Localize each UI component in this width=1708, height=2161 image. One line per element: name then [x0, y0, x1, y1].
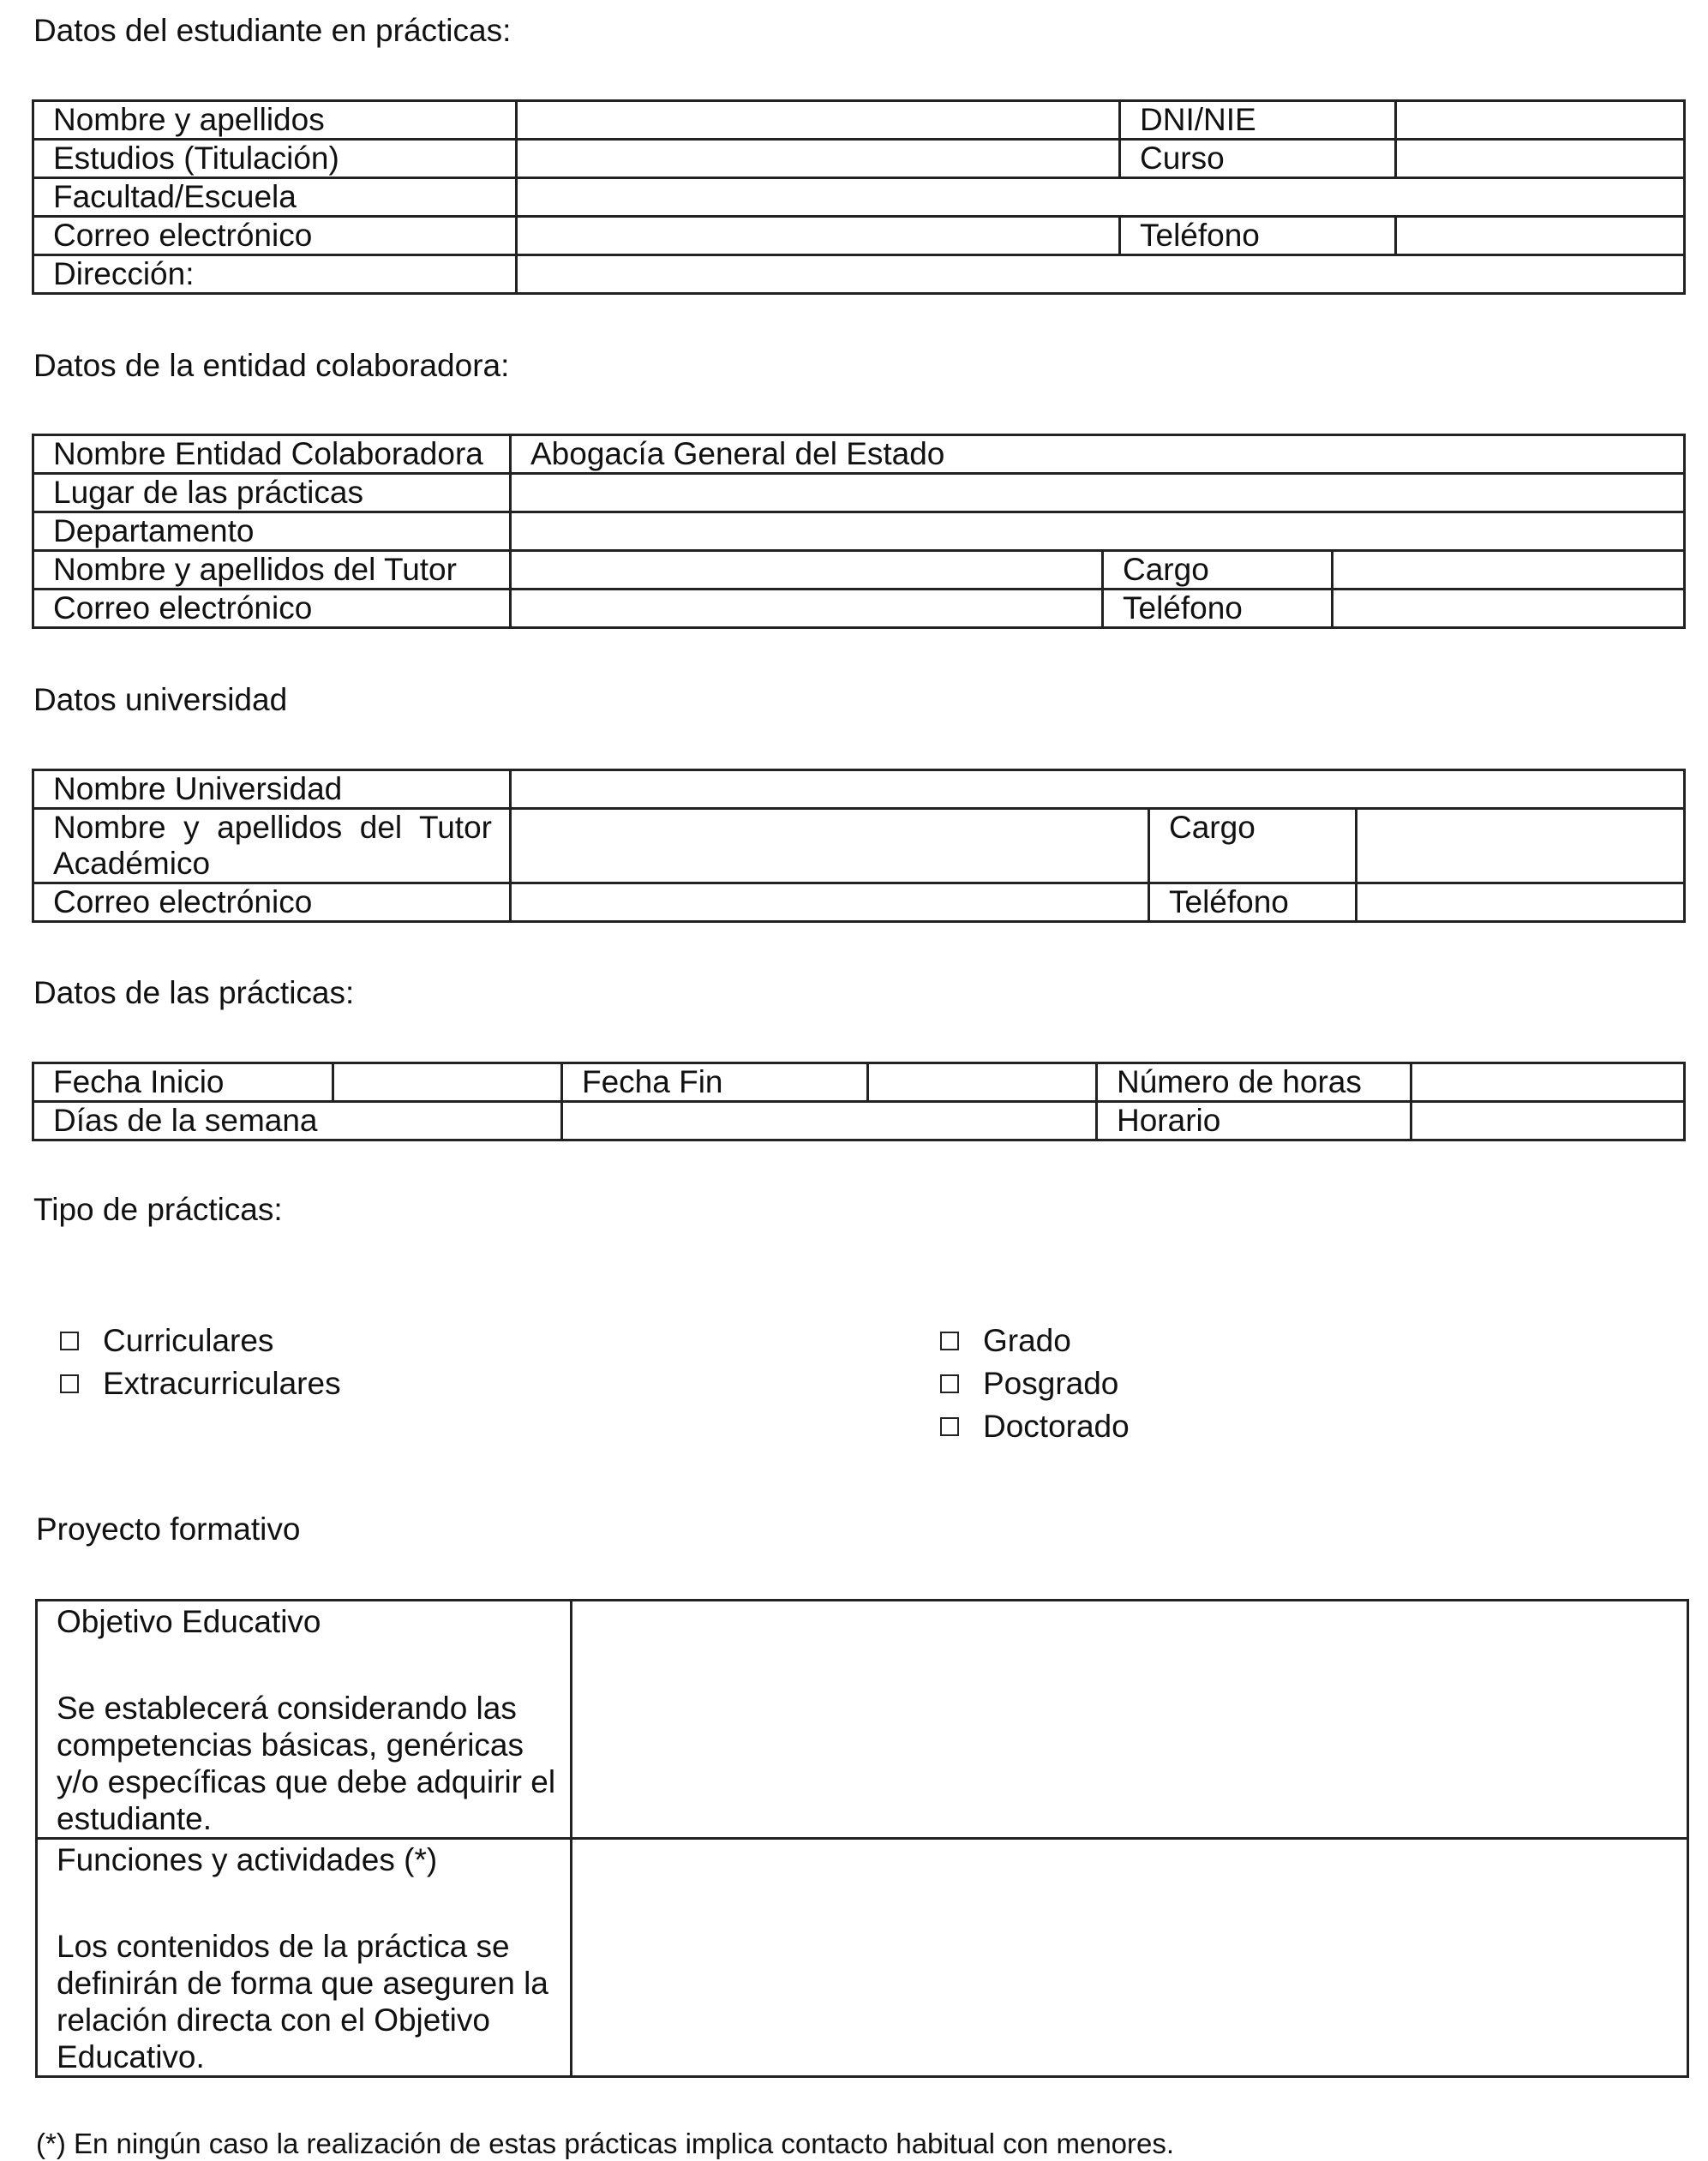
end-date-label: Fecha Fin — [562, 1063, 868, 1102]
student-email-label: Correo electrónico — [33, 217, 517, 255]
student-phone-label: Teléfono — [1120, 217, 1396, 255]
university-phone-label: Teléfono — [1149, 883, 1357, 922]
entity-name-label: Nombre Entidad Colaboradora — [33, 435, 511, 474]
university-phone-field[interactable] — [1357, 883, 1685, 922]
checkbox-doctorado[interactable] — [940, 1405, 1130, 1448]
university-position-field[interactable] — [1357, 809, 1685, 883]
internship-section-heading: Datos de las prácticas: — [33, 975, 355, 1010]
student-email-field[interactable] — [517, 217, 1120, 255]
entity-department-label: Departamento — [33, 512, 511, 551]
objective-cell — [37, 1601, 572, 1839]
schedule-label: Horario — [1097, 1102, 1411, 1140]
entity-email-field[interactable] — [511, 590, 1103, 628]
student-course-field[interactable] — [1396, 140, 1685, 178]
university-position-label: Cargo — [1149, 809, 1357, 883]
type-section-heading: Tipo de prácticas: — [33, 1192, 283, 1227]
checkbox-label: Curriculares — [103, 1323, 274, 1358]
table-row — [33, 1102, 1685, 1140]
checkbox-icon[interactable] — [60, 1332, 79, 1350]
student-faculty-field[interactable] — [517, 178, 1685, 217]
entity-section-heading: Datos de la entidad colaboradora: — [33, 348, 510, 383]
student-course-label: Curso — [1120, 140, 1396, 178]
table-row — [33, 883, 1685, 922]
entity-email-label: Correo electrónico — [33, 590, 511, 628]
project-table — [35, 1599, 1689, 2078]
student-dni-label: DNI/NIE — [1120, 101, 1396, 140]
student-studies-field[interactable] — [517, 140, 1120, 178]
footnote: (*) En ningún caso la realización de estas prácticas implica contacto habitual con menores. — [36, 2128, 1175, 2159]
student-phone-field[interactable] — [1396, 217, 1685, 255]
table-row — [33, 512, 1685, 551]
university-table — [32, 769, 1686, 923]
student-name-field[interactable] — [517, 101, 1120, 140]
functions-text: Los contenidos de la práctica se definirán de forma que aseguren la relación directa con el Objetivo Educativo. — [57, 1929, 548, 2074]
entity-place-label: Lugar de las prácticas — [33, 474, 511, 512]
table-row — [33, 809, 1685, 883]
university-email-label: Correo electrónico — [33, 883, 511, 922]
start-date-field[interactable] — [333, 1063, 562, 1102]
checkbox-icon[interactable] — [940, 1374, 959, 1393]
entity-department-field[interactable] — [511, 512, 1685, 551]
university-name-field[interactable] — [511, 770, 1685, 809]
table-row — [33, 255, 1685, 294]
functions-field[interactable] — [572, 1839, 1688, 2077]
objective-title: Objetivo Educativo — [57, 1604, 321, 1639]
internship-table — [32, 1062, 1686, 1141]
checkbox-icon[interactable] — [940, 1332, 959, 1350]
table-row — [33, 101, 1685, 140]
checkbox-label: Posgrado — [983, 1366, 1119, 1401]
entity-tutor-field[interactable] — [511, 551, 1103, 590]
schedule-field[interactable] — [1411, 1102, 1685, 1140]
checkbox-icon[interactable] — [940, 1417, 959, 1436]
table-row — [33, 551, 1685, 590]
project-section-heading: Proyecto formativo — [36, 1512, 301, 1547]
functions-title: Funciones y actividades (*) — [57, 1842, 438, 1877]
student-dni-field[interactable] — [1396, 101, 1685, 140]
end-date-field[interactable] — [868, 1063, 1097, 1102]
table-row — [33, 1063, 1685, 1102]
university-section-heading: Datos universidad — [33, 682, 288, 717]
student-section-heading: Datos del estudiante en prácticas: — [33, 13, 512, 48]
checkbox-label: Doctorado — [983, 1409, 1130, 1444]
student-faculty-label: Facultad/Escuela — [33, 178, 517, 217]
objective-text: Se establecerá considerando las competencias básicas, genéricas y/o específicas que debe adquirir el estudiante. — [57, 1691, 556, 1836]
objective-field[interactable] — [572, 1601, 1688, 1839]
entity-phone-field[interactable] — [1333, 590, 1685, 628]
student-name-label: Nombre y apellidos — [33, 101, 517, 140]
table-row — [33, 590, 1685, 628]
university-name-label: Nombre Universidad — [33, 770, 511, 809]
student-address-label: Dirección: — [33, 255, 517, 294]
hours-label: Número de horas — [1097, 1063, 1411, 1102]
days-field[interactable] — [562, 1102, 1097, 1140]
table-row — [37, 1601, 1688, 1839]
student-address-field[interactable] — [517, 255, 1685, 294]
table-row — [33, 474, 1685, 512]
checkbox-label: Extracurriculares — [103, 1366, 341, 1401]
entity-phone-label: Teléfono — [1103, 590, 1333, 628]
functions-cell — [37, 1839, 572, 2077]
university-tutor-field[interactable] — [511, 809, 1149, 883]
hours-field[interactable] — [1411, 1063, 1685, 1102]
start-date-label: Fecha Inicio — [33, 1063, 333, 1102]
table-row — [33, 435, 1685, 474]
table-row — [37, 1839, 1688, 2077]
checkbox-curriculares[interactable] — [60, 1320, 273, 1362]
table-row — [33, 217, 1685, 255]
entity-tutor-label: Nombre y apellidos del Tutor — [33, 551, 511, 590]
table-row — [33, 178, 1685, 217]
checkbox-icon[interactable] — [60, 1374, 79, 1393]
university-email-field[interactable] — [511, 883, 1149, 922]
entity-position-field[interactable] — [1333, 551, 1685, 590]
student-studies-label: Estudios (Titulación) — [33, 140, 517, 178]
university-tutor-label: Nombre y apellidos del Tutor Académico — [33, 809, 511, 883]
table-row — [33, 140, 1685, 178]
days-label: Días de la semana — [33, 1102, 562, 1140]
student-table — [32, 99, 1686, 295]
entity-position-label: Cargo — [1103, 551, 1333, 590]
entity-name-value[interactable]: Abogacía General del Estado — [511, 435, 1685, 474]
checkbox-grado[interactable] — [940, 1320, 1071, 1362]
entity-place-field[interactable] — [511, 474, 1685, 512]
entity-table — [32, 434, 1686, 629]
table-row — [33, 770, 1685, 809]
checkbox-extracurriculares[interactable] — [60, 1362, 341, 1405]
checkbox-label: Grado — [983, 1323, 1071, 1358]
checkbox-posgrado[interactable] — [940, 1362, 1118, 1405]
